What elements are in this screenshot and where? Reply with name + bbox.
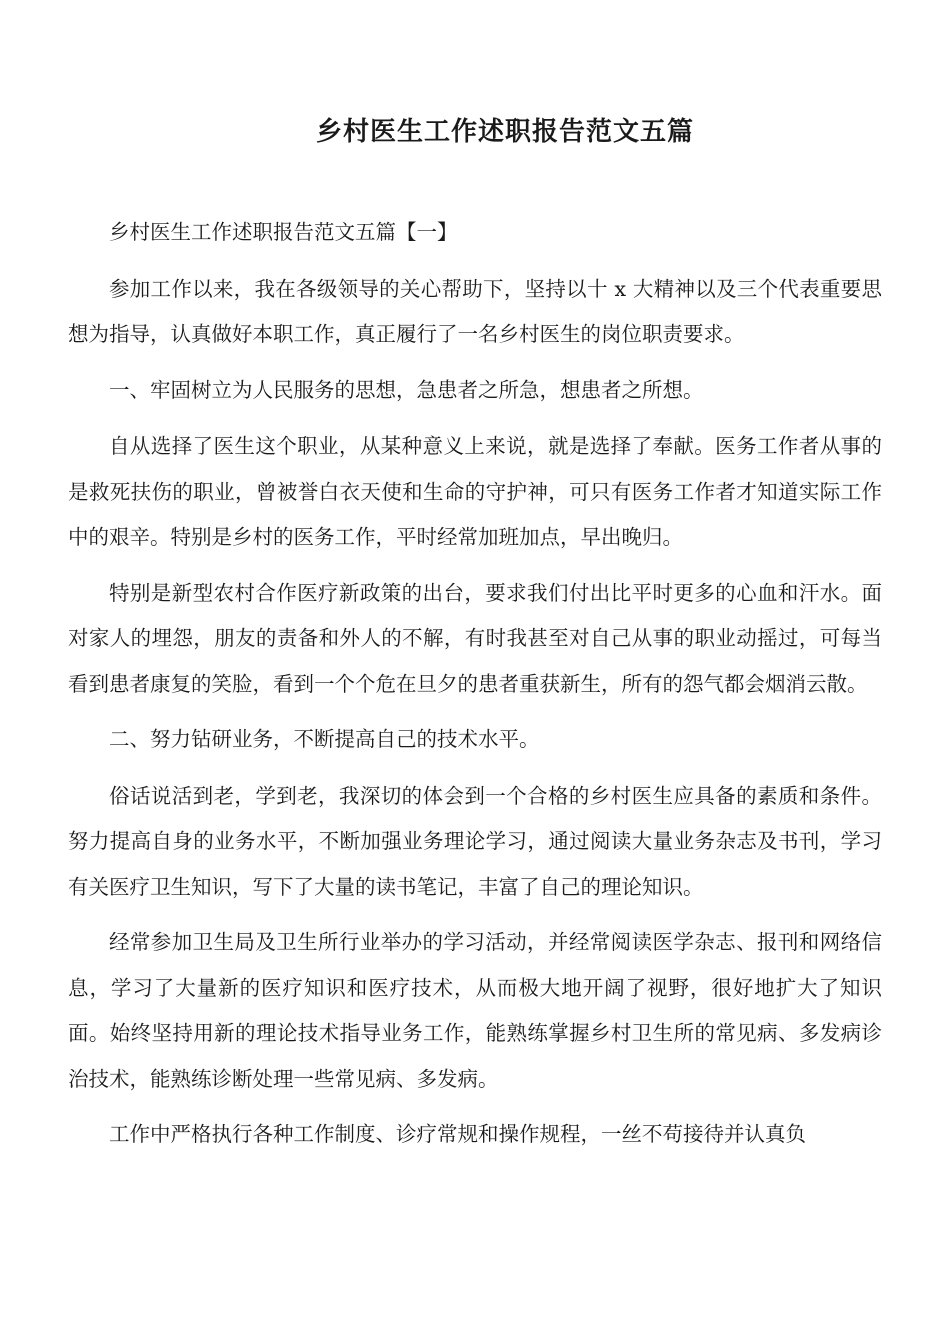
- body-paragraph: 工作中严格执行各种工作制度、诊疗常规和操作规程，一丝不苟接待并认真负: [109, 1122, 806, 1146]
- document-body: [68, 210, 882, 1168]
- point-heading-1: 一、牢固树立为人民服务的思想，急患者之所急，想患者之所想。: [109, 377, 704, 402]
- point-heading-2: 二、努力钻研业务，不断提高自己的技术水平。: [109, 727, 540, 751]
- body-paragraph: 经常参加卫生局及卫生所行业举办的学习活动，并经常阅读医学杂志、报刊和网络信息，学习了大量新的医疗知识和医疗技术，从而极大地开阔了视野，很好地扩大了知识面。始终坚持用新的理论技术指导业务工作，能熟练掌握乡村卫生所的常见病、多发病诊治技术，能熟练诊断处理一些常见病、多发病。: [68, 930, 882, 1091]
- body-paragraph: 参加工作以来，我在各级领导的关心帮助下，坚持以十 x 大精神以及三个代表重要思想为指导，认真做好本职工作，真正履行了一名乡村医生的岗位职责要求。: [68, 276, 882, 346]
- section-heading: 乡村医生工作述职报告范文五篇【一】: [109, 220, 458, 244]
- body-paragraph: 俗话说活到老，学到老，我深切的体会到一个合格的乡村医生应具备的素质和条件。努力提高自身的业务水平，不断加强业务理论学习，通过阅读大量业务杂志及书刊，学习有关医疗卫生知识，写下了大量的读书笔记，丰富了自己的理论知识。: [68, 783, 882, 899]
- body-paragraph: 自从选择了医生这个职业，从某种意义上来说，就是选择了奉献。医务工作者从事的是救死扶伤的职业，曾被誉白衣天使和生命的守护神，可只有医务工作者才知道实际工作中的艰辛。特别是乡村的医务工作，平时经常加班加点，早出晚归。: [68, 434, 882, 549]
- document-title: 乡村医生工作述职报告范文五篇: [315, 117, 694, 148]
- body-paragraph: 特别是新型农村合作医疗新政策的出台，要求我们付出比平时更多的心血和汗水。面对家人的埋怨，朋友的责备和外人的不解，有时我甚至对自己从事的职业动摇过，可每当看到患者康复的笑脸，看到一个个危在旦夕的患者重获新生，所有的怨气都会烟消云散。: [68, 580, 882, 696]
